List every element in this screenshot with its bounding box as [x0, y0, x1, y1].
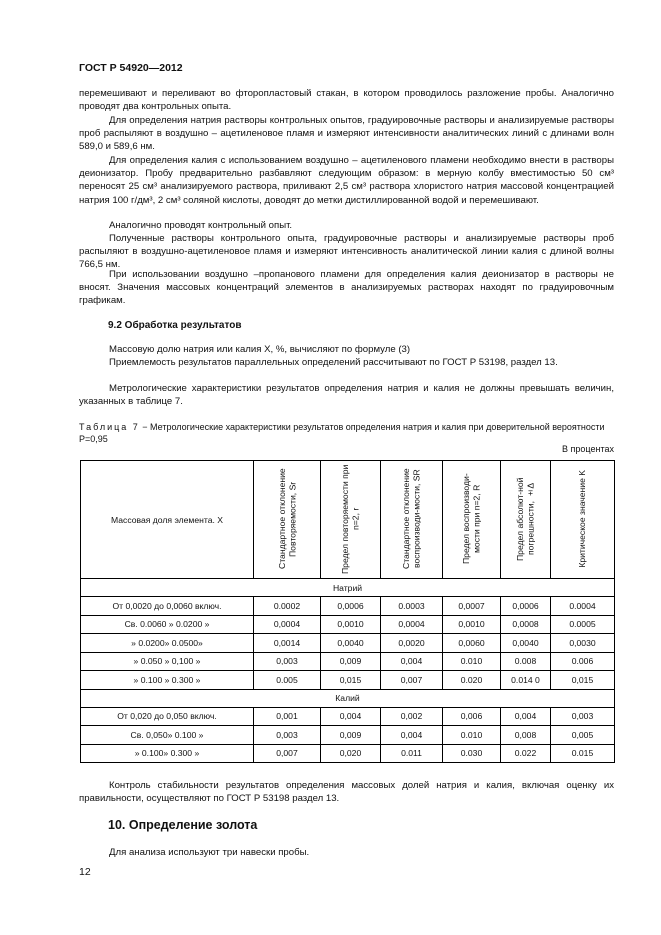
table-caption [79, 422, 614, 445]
table-cell: 0,001 [254, 707, 321, 726]
table-cell: 0.0004 [551, 597, 615, 616]
table-row [81, 615, 615, 634]
table-cell: 0,009 [321, 652, 381, 671]
table-cell: 0,004 [381, 652, 443, 671]
table-header-row [81, 461, 615, 579]
table-cell: 0,0006 [321, 597, 381, 616]
table-row [81, 652, 615, 671]
table-caption-label: Таблица 7 [79, 422, 140, 432]
table-cell: 0,002 [381, 707, 443, 726]
table-cell: 0.030 [443, 744, 501, 763]
paragraph: Аналогично проводят контрольный опыт. [109, 220, 293, 231]
header-sr [254, 461, 321, 579]
paragraph: Полученные растворы контрольного опыта, градуировочные растворы и анализируемые растворы проб распыляют в воздушно-ацетиленовое пламя и измеряют интенсивность аналитической линии калия с длиной волны 766,5 нм. [79, 233, 614, 271]
table-caption-text: − Метрологические характеристики результатов определения натрия и калия при доверительной вероятности P=0,95 [79, 422, 605, 444]
table-cell: 0,003 [254, 726, 321, 745]
header-label: Предел абсолют-ной погрешности, ±Δ [515, 476, 536, 561]
header-delta [501, 461, 551, 579]
table-cell: 0.011 [381, 744, 443, 763]
paragraph: Для определения калия с использованием воздушно – ацетиленового пламени необходимо внести в растворы деионизатор. Пробу предварительно разбавляют следующим образом: в мерную колбу вместимостью 50 см³ переносят 25 см³ анализируемого раствора, приливают 2,5 см³ раствора хлористого натрия массовой концентрацией натрия 100 г/дм³, 2 см³ соляной кислоты, доводят до метки дистиллированной водой и перемешивают. [79, 155, 614, 206]
table-cell: 0,004 [321, 707, 381, 726]
table-cell: 0,004 [501, 707, 551, 726]
header-r [321, 461, 381, 579]
metrology-table [80, 460, 615, 763]
header-label: Предел повторяемости при n=2, r [340, 463, 361, 574]
section-heading: 9.2 Обработка результатов [108, 320, 242, 331]
units-note: В процентах [562, 444, 614, 454]
table-cell: 0,003 [551, 707, 615, 726]
table-cell: 0,0006 [501, 597, 551, 616]
table-row [81, 634, 615, 653]
table-cell: 0,0030 [551, 634, 615, 653]
table-cell: 0,015 [551, 671, 615, 690]
table-cell: 0.006 [551, 652, 615, 671]
table-cell: 0.010 [443, 652, 501, 671]
table-cell: Св. 0.0060 » 0.0200 » [81, 615, 254, 634]
table-cell: 0,0010 [443, 615, 501, 634]
paragraph: Приемлемость результатов параллельных определений рассчитывают по ГОСТ Р 53198, раздел 13. [109, 357, 558, 368]
table-cell: 0,008 [501, 726, 551, 745]
header-label: Критическое значение K [577, 469, 588, 568]
table-cell: 0,0010 [321, 615, 381, 634]
table-cell: 0.020 [443, 671, 501, 690]
table-cell: 0,003 [254, 652, 321, 671]
paragraph: перемешивают и переливают во фторопластовый стакан, в котором проводилось разложение пробы. Аналогично проводят два контрольных опыта. [79, 88, 614, 113]
table-cell: 0,005 [551, 726, 615, 745]
section-heading: 10. Определение золота [108, 818, 258, 832]
table-cell: 0,0007 [443, 597, 501, 616]
header-R [443, 461, 501, 579]
header-label: Стандартное отклонение воспроизводи-мости, SR [401, 468, 422, 569]
document-header: ГОСТ Р 54920—2012 [79, 62, 183, 74]
header-label: Стандартное отклонение Повторяемости, Sr [276, 468, 297, 569]
table-cell: От 0,020 до 0,050 включ. [81, 707, 254, 726]
table-cell: 0,0060 [443, 634, 501, 653]
paragraph: Для определения натрия растворы контрольных опытов, градуировочные растворы и анализируемые растворы проб распыляют в воздушно – ацетиленовое пламя и измеряют интенсивности аналитических линий с длинами волн 589,0 и 589,6 нм. [79, 115, 614, 153]
header-mass-fraction: Массовая доля элемента. X [81, 461, 254, 579]
header-K [551, 461, 615, 579]
table-row [81, 707, 615, 726]
table-cell: 0,0004 [254, 615, 321, 634]
table-cell: 0,020 [321, 744, 381, 763]
table-cell: 0,0020 [381, 634, 443, 653]
table-cell: 0.010 [443, 726, 501, 745]
table-cell: 0.0003 [381, 597, 443, 616]
header-sR [381, 461, 443, 579]
table-cell: 0,007 [381, 671, 443, 690]
table-cell: 0,004 [381, 726, 443, 745]
table-cell: 0.005 [254, 671, 321, 690]
table-cell: 0,0014 [254, 634, 321, 653]
group-row-potassium: Калий [81, 689, 615, 707]
paragraph: Для анализа используют три навески пробы. [109, 847, 310, 858]
table-row [81, 726, 615, 745]
table-cell: 0,0040 [501, 634, 551, 653]
table-cell: 0,015 [321, 671, 381, 690]
table-cell: » 0.100 » 0.300 » [81, 671, 254, 690]
table-row [81, 671, 615, 690]
paragraph: Массовую долю натрия или калия X, %, вычисляют по формуле (3) [109, 344, 411, 355]
paragraph: Метрологические характеристики результатов определения натрия и калия не должны превышать величин, указанных в таблице 7. [79, 383, 614, 408]
table-cell: 0,007 [254, 744, 321, 763]
table-cell: 0.0005 [551, 615, 615, 634]
table-cell: 0.015 [551, 744, 615, 763]
table-cell: » 0.050 » 0,100 » [81, 652, 254, 671]
table-cell: 0,009 [321, 726, 381, 745]
table-cell: » 0.0200» 0.0500» [81, 634, 254, 653]
table-cell: Св. 0,050» 0.100 » [81, 726, 254, 745]
header-label: Предел воспроизводи-мости при n=2, R [461, 473, 482, 564]
table-cell: 0,0040 [321, 634, 381, 653]
paragraph: Контроль стабильности результатов определения массовых долей натрия и калия, включая оценку их правильности, осуществляют по ГОСТ Р 53198 раздел 13. [79, 780, 614, 805]
table-cell: 0.0002 [254, 597, 321, 616]
group-row-sodium: Натрий [81, 579, 615, 597]
table-cell: » 0.100» 0.300 » [81, 744, 254, 763]
table-cell: 0.014 0 [501, 671, 551, 690]
table-cell: 0,0008 [501, 615, 551, 634]
table-cell: 0,0004 [381, 615, 443, 634]
table-cell: 0.022 [501, 744, 551, 763]
paragraph: При использовании воздушно –пропанового пламени для определения калия деионизатор в растворы не вносят. Значения массовых концентраций элементов в анализируемых растворах находят по градуировочным графикам. [79, 269, 614, 307]
table-cell: 0.008 [501, 652, 551, 671]
page-number: 12 [79, 866, 91, 878]
table-row [81, 744, 615, 763]
table-row [81, 597, 615, 616]
table-cell: От 0,0020 до 0,0060 включ. [81, 597, 254, 616]
table-cell: 0,006 [443, 707, 501, 726]
